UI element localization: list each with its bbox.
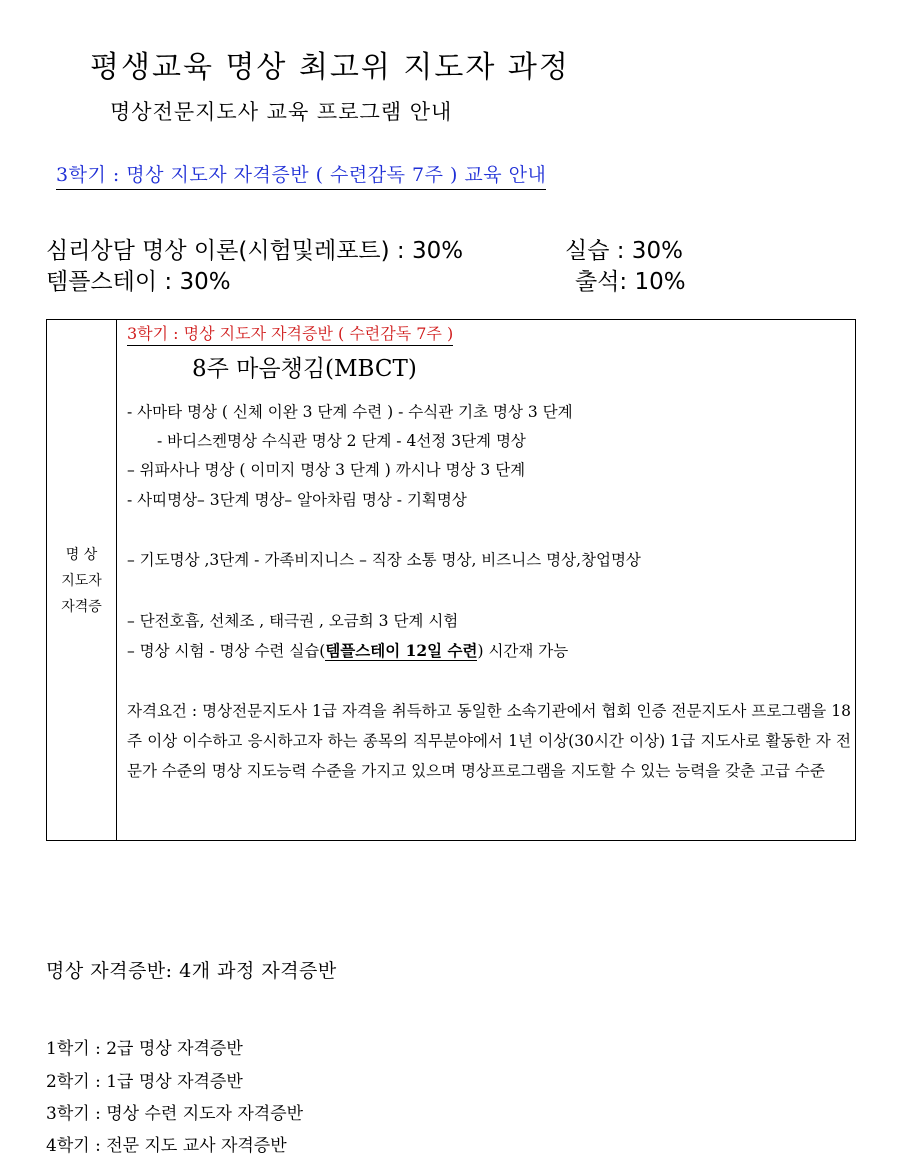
weight-practice: 실습 : 30% (565, 238, 683, 264)
course-item: - 사마타 명상 ( 신체 이완 3 단계 수련 ) - 수식관 기초 명상 3 단계 (127, 403, 573, 421)
course-table (46, 319, 856, 841)
semester-list-item: 3학기 : 명상 수련 지도자 자격증반 (46, 1104, 304, 1124)
course-item: – 단전호흡, 선체조 , 태극권 , 오금희 3 단계 시험 (127, 612, 459, 630)
course-item: – 기도명상 ,3단계 - 가족비지니스 – 직장 소통 명상, 비즈니스 명상,창업명상 (127, 551, 641, 569)
category-label-line: 자격증 (61, 599, 102, 615)
course-category-label (47, 542, 116, 620)
course-table-heading: 3학기 : 명상 지도자 자격증반 ( 수련감독 7주 ) (127, 321, 453, 346)
category-label-line: 명 상 (65, 547, 98, 563)
page-title: 평생교육 명상 최고위 지도자 과정 (90, 50, 570, 85)
semester-list-item: 4학기 : 전문 지도 교사 자격증반 (46, 1136, 287, 1156)
category-label-line: 지도자 (61, 573, 102, 589)
exam-item-prefix: – 명상 시험 - 명상 수련 실습( (127, 642, 326, 660)
course-item: – 위파사나 명상 ( 이미지 명상 3 단계 ) 까시나 명상 3 단계 (127, 461, 526, 479)
templestay-highlight: 템플스테이 12일 수련 (325, 641, 478, 660)
semester-list-item: 2학기 : 1급 명상 자격증반 (46, 1072, 243, 1092)
semester-list-item: 1학기 : 2급 명상 자격증반 (46, 1039, 243, 1059)
weight-templestay: 템플스테이 : 30% (46, 269, 231, 295)
exam-item-suffix: ) 시간재 가능 (477, 642, 569, 660)
course-item-exam (127, 639, 568, 661)
course-item: - 바디스켄명상 수식관 명상 2 단계 - 4선정 3단계 명상 (157, 432, 526, 450)
weight-attendance: 출석: 10% (575, 269, 686, 295)
qualification-requirements: 자격요건 : 명상전문지도사 1급 자격을 취득하고 동일한 소속기관에서 협회 인증 전문지도사 프로그램을 18주 이상 이수하고 응시하고자 하는 종목의 직무분야에서 1년 이상(30시간 이상) 1급 지도사로 활동한 자 전문가 수준의 명상 지도능력 수준을 가지고 있으며 명상프로그램을 지도할 수 있는 능력을 갖춘 고급 수준 (127, 702, 851, 780)
weight-theory: 심리상담 명상 이론(시험및레포트) : 30% (46, 238, 464, 264)
course-item: - 사띠명상– 3단계 명상– 알아차림 명상 - 기획명상 (127, 491, 467, 509)
course-title: 8주 마음챙김(MBCT) (192, 356, 417, 382)
summary-title: 명상 자격증반: 4개 과정 자격증반 (46, 960, 337, 982)
page-subtitle: 명상전문지도사 교육 프로그램 안내 (110, 100, 453, 124)
course-table-label-cell (47, 320, 117, 840)
semester-heading: 3학기 : 명상 지도자 자격증반 ( 수련감독 7주 ) 교육 안내 (56, 160, 546, 190)
